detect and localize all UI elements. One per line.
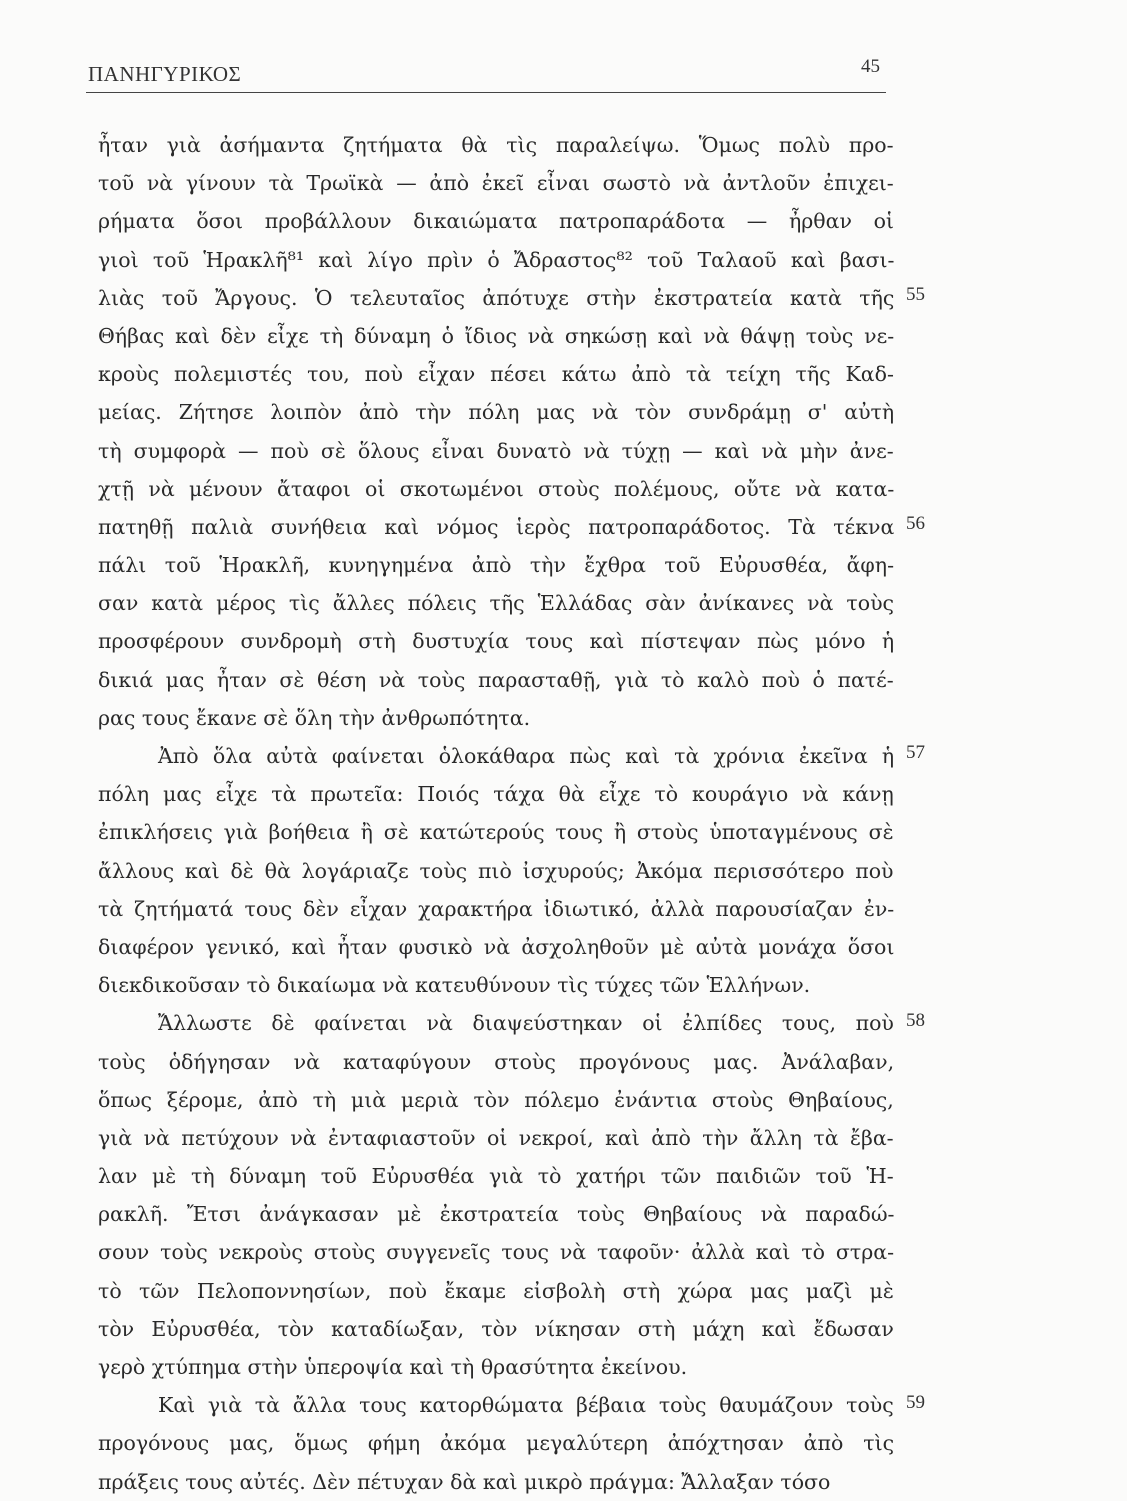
text-line: ρήματα ὅσοι προβάλλουν δικαιώματα πατροπαράδοτα — ἦρθαν οἱ: [98, 209, 894, 234]
text-line: διεκδικοῦσαν τὸ δικαίωμα νὰ κατευθύνουν τὶς τύχες τῶν Ἑλλήνων.: [98, 973, 811, 998]
text-line: γερὸ χτύπημα στὴν ὑπεροψία καὶ τὴ θρασύτητα ἐκείνου.: [98, 1355, 688, 1379]
text-line: σαν κατὰ μέρος τὶς ἄλλες πόλεις τῆς Ἑλλάδας σὰν ἀνίκανες νὰ τοὺς: [98, 591, 895, 616]
text-line: πόλη μας εἶχε τὰ πρωτεῖα: Ποιός τάχα θὰ εἶχε τὸ κουράγιο νὰ κάνῃ: [98, 782, 894, 807]
header-rule: [86, 92, 886, 93]
text-line: πατηθῇ παλιὰ συνήθεια καὶ νόμος ἱερὸς πατροπαράδοτος. Τὰ τέκνα: [98, 514, 895, 539]
text-line: δικιά μας ἦταν σὲ θέση νὰ τοὺς παρασταθῇ, γιὰ τὸ καλὸ ποὺ ὁ πατέ-: [98, 667, 894, 692]
text-line: τοὺς ὁδήγησαν νὰ καταφύγουν στοὺς προγόνους μας. Ἀνάλαβαν,: [98, 1049, 895, 1074]
text-line: γιὰ νὰ πετύχουν νὰ ἐνταφιαστοῦν οἱ νεκροί, καὶ ἀπὸ τὴν ἄλλη τὰ ἔβα-: [98, 1125, 894, 1150]
text-line: Θήβας καὶ δὲν εἶχε τὴ δύναμη ὁ ἴδιος νὰ σηκώσῃ καὶ νὰ θάψῃ τοὺς νε-: [98, 323, 895, 348]
text-line: τὰ ζητήματά τους δὲν εἶχαν χαρακτήρα ἰδιωτικό, ἀλλὰ παρουσίαζαν ἐν-: [98, 896, 895, 921]
text-line: Ἄλλωστε δὲ φαίνεται νὰ διαψεύστηκαν οἱ ἐλπίδες τους, ποὺ: [158, 1011, 894, 1036]
text-line: ἄλλους καὶ δὲ θὰ λογάριαζε τοὺς πιὸ ἰσχυρούς; Ἀκόμα περισσότερο ποὺ: [98, 858, 894, 883]
section-number: 59: [906, 1391, 925, 1413]
text-line: τὴ συμφορὰ — ποὺ σὲ ὅλους εἶναι δυνατὸ νὰ τύχῃ — καὶ νὰ μὴν ἀνε-: [98, 438, 894, 463]
text-line: προσφέρουν συνδρομὴ στὴ δυστυχία τους καὶ πίστεψαν πὼς μόνο ἡ: [98, 629, 895, 654]
section-number: 58: [906, 1009, 925, 1031]
body-text: [98, 126, 898, 1501]
text-line: Καὶ γιὰ τὰ ἄλλα τους κατορθώματα βέβαια τοὺς θαυμάζουν τοὺς: [158, 1393, 894, 1418]
text-line: σουν τοὺς νεκροὺς στοὺς συγγενεῖς τους νὰ ταφοῦν· ἀλλὰ καὶ τὸ στρα-: [98, 1240, 895, 1265]
text-line: μείας. Ζήτησε λοιπὸν ἀπὸ τὴν πόλη μας νὰ τὸν συνδράμῃ σ' αὐτὴ: [98, 400, 895, 425]
text-line: γιοὶ τοῦ Ἡρακλῆ⁸¹ καὶ λίγο πρὶν ὁ Ἄδραστος⁸² τοῦ Ταλαοῦ καὶ βασι-: [98, 247, 895, 272]
page-number: 45: [861, 56, 880, 77]
text-line: προγόνους μας, ὅμως φήμη ἀκόμα μεγαλύτερη ἀπόχτησαν ἀπὸ τὶς: [98, 1431, 895, 1456]
text-line: τὸν Εὐρυσθέα, τὸν καταδίωξαν, τὸν νίκησαν στὴ μάχη καὶ ἔδωσαν: [98, 1316, 894, 1341]
text-line: λιὰς τοῦ Ἄργους. Ὁ τελευταῖος ἀπότυχε στὴν ἐκστρατεία κατὰ τῆς: [98, 285, 895, 310]
section-number: 55: [906, 283, 925, 305]
section-number: 56: [906, 513, 925, 534]
text-line: Ἀπὸ ὅλα αὐτὰ φαίνεται ὁλοκάθαρα πὼς καὶ τὰ χρόνια ἐκεῖνα ἡ: [158, 744, 895, 768]
text-line: πράξεις τους αὐτές. Δὲν πέτυχαν δὰ καὶ μικρὸ πράγμα: Ἄλλαξαν τόσο: [98, 1469, 831, 1494]
text-line: διαφέρον γενικό, καὶ ἦταν φυσικὸ νὰ ἀσχοληθοῦν μὲ αὐτὰ μονάχα ὅσοι: [98, 934, 895, 959]
text-line: χτῇ νὰ μένουν ἄταφοι οἱ σκοτωμένοι στοὺς πολέμους, οὔτε νὰ κατα-: [98, 476, 895, 501]
text-line: ἦταν γιὰ ἀσήμαντα ζητήματα θὰ τὶς παραλείψω. Ὅμως πολὺ προ-: [98, 133, 894, 157]
text-line: πάλι τοῦ Ἡρακλῆ, κυνηγημένα ἀπὸ τὴν ἔχθρα τοῦ Εὐρυσθέα, ἄφη-: [98, 553, 894, 578]
text-line: κροὺς πολεμιστές του, ποὺ εἶχαν πέσει κάτω ἀπὸ τὰ τείχη τῆς Καδ-: [98, 362, 894, 387]
text-line: τὸ τῶν Πελοποννησίων, ποὺ ἔκαμε εἰσβολὴ στὴ χώρα μας μαζὶ μὲ: [98, 1278, 894, 1303]
text-line: ρακλῆ. Ἔτσι ἀνάγκασαν μὲ ἐκστρατεία τοὺς Θηβαίους νὰ παραδώ-: [98, 1202, 895, 1227]
text-line: ἐπικλήσεις γιὰ βοήθεια ἢ σὲ κατώτερούς τους ἢ στοὺς ὑποταγμένους σὲ: [98, 820, 894, 845]
text-line: ὅπως ξέρομε, ἀπὸ τὴ μιὰ μεριὰ τὸν πόλεμο ἐνάντια στοὺς Θηβαίους,: [98, 1087, 894, 1112]
text-line: ρας τους ἔκανε σὲ ὅλη τὴν ἀνθρωπότητα.: [98, 705, 531, 730]
running-head: ΠΑΝΗΓΥΡΙΚΟΣ: [88, 62, 242, 86]
text-line: λαν μὲ τὴ δύναμη τοῦ Εὐρυσθέα γιὰ τὸ χατήρι τῶν παιδιῶν τοῦ Ἡ-: [98, 1164, 894, 1189]
text-line: τοῦ νὰ γίνουν τὰ Τρωϊκὰ — ἀπὸ ἐκεῖ εἶναι σωστὸ νὰ ἀντλοῦν ἐπιχει-: [98, 171, 894, 196]
section-number: 57: [906, 742, 925, 764]
